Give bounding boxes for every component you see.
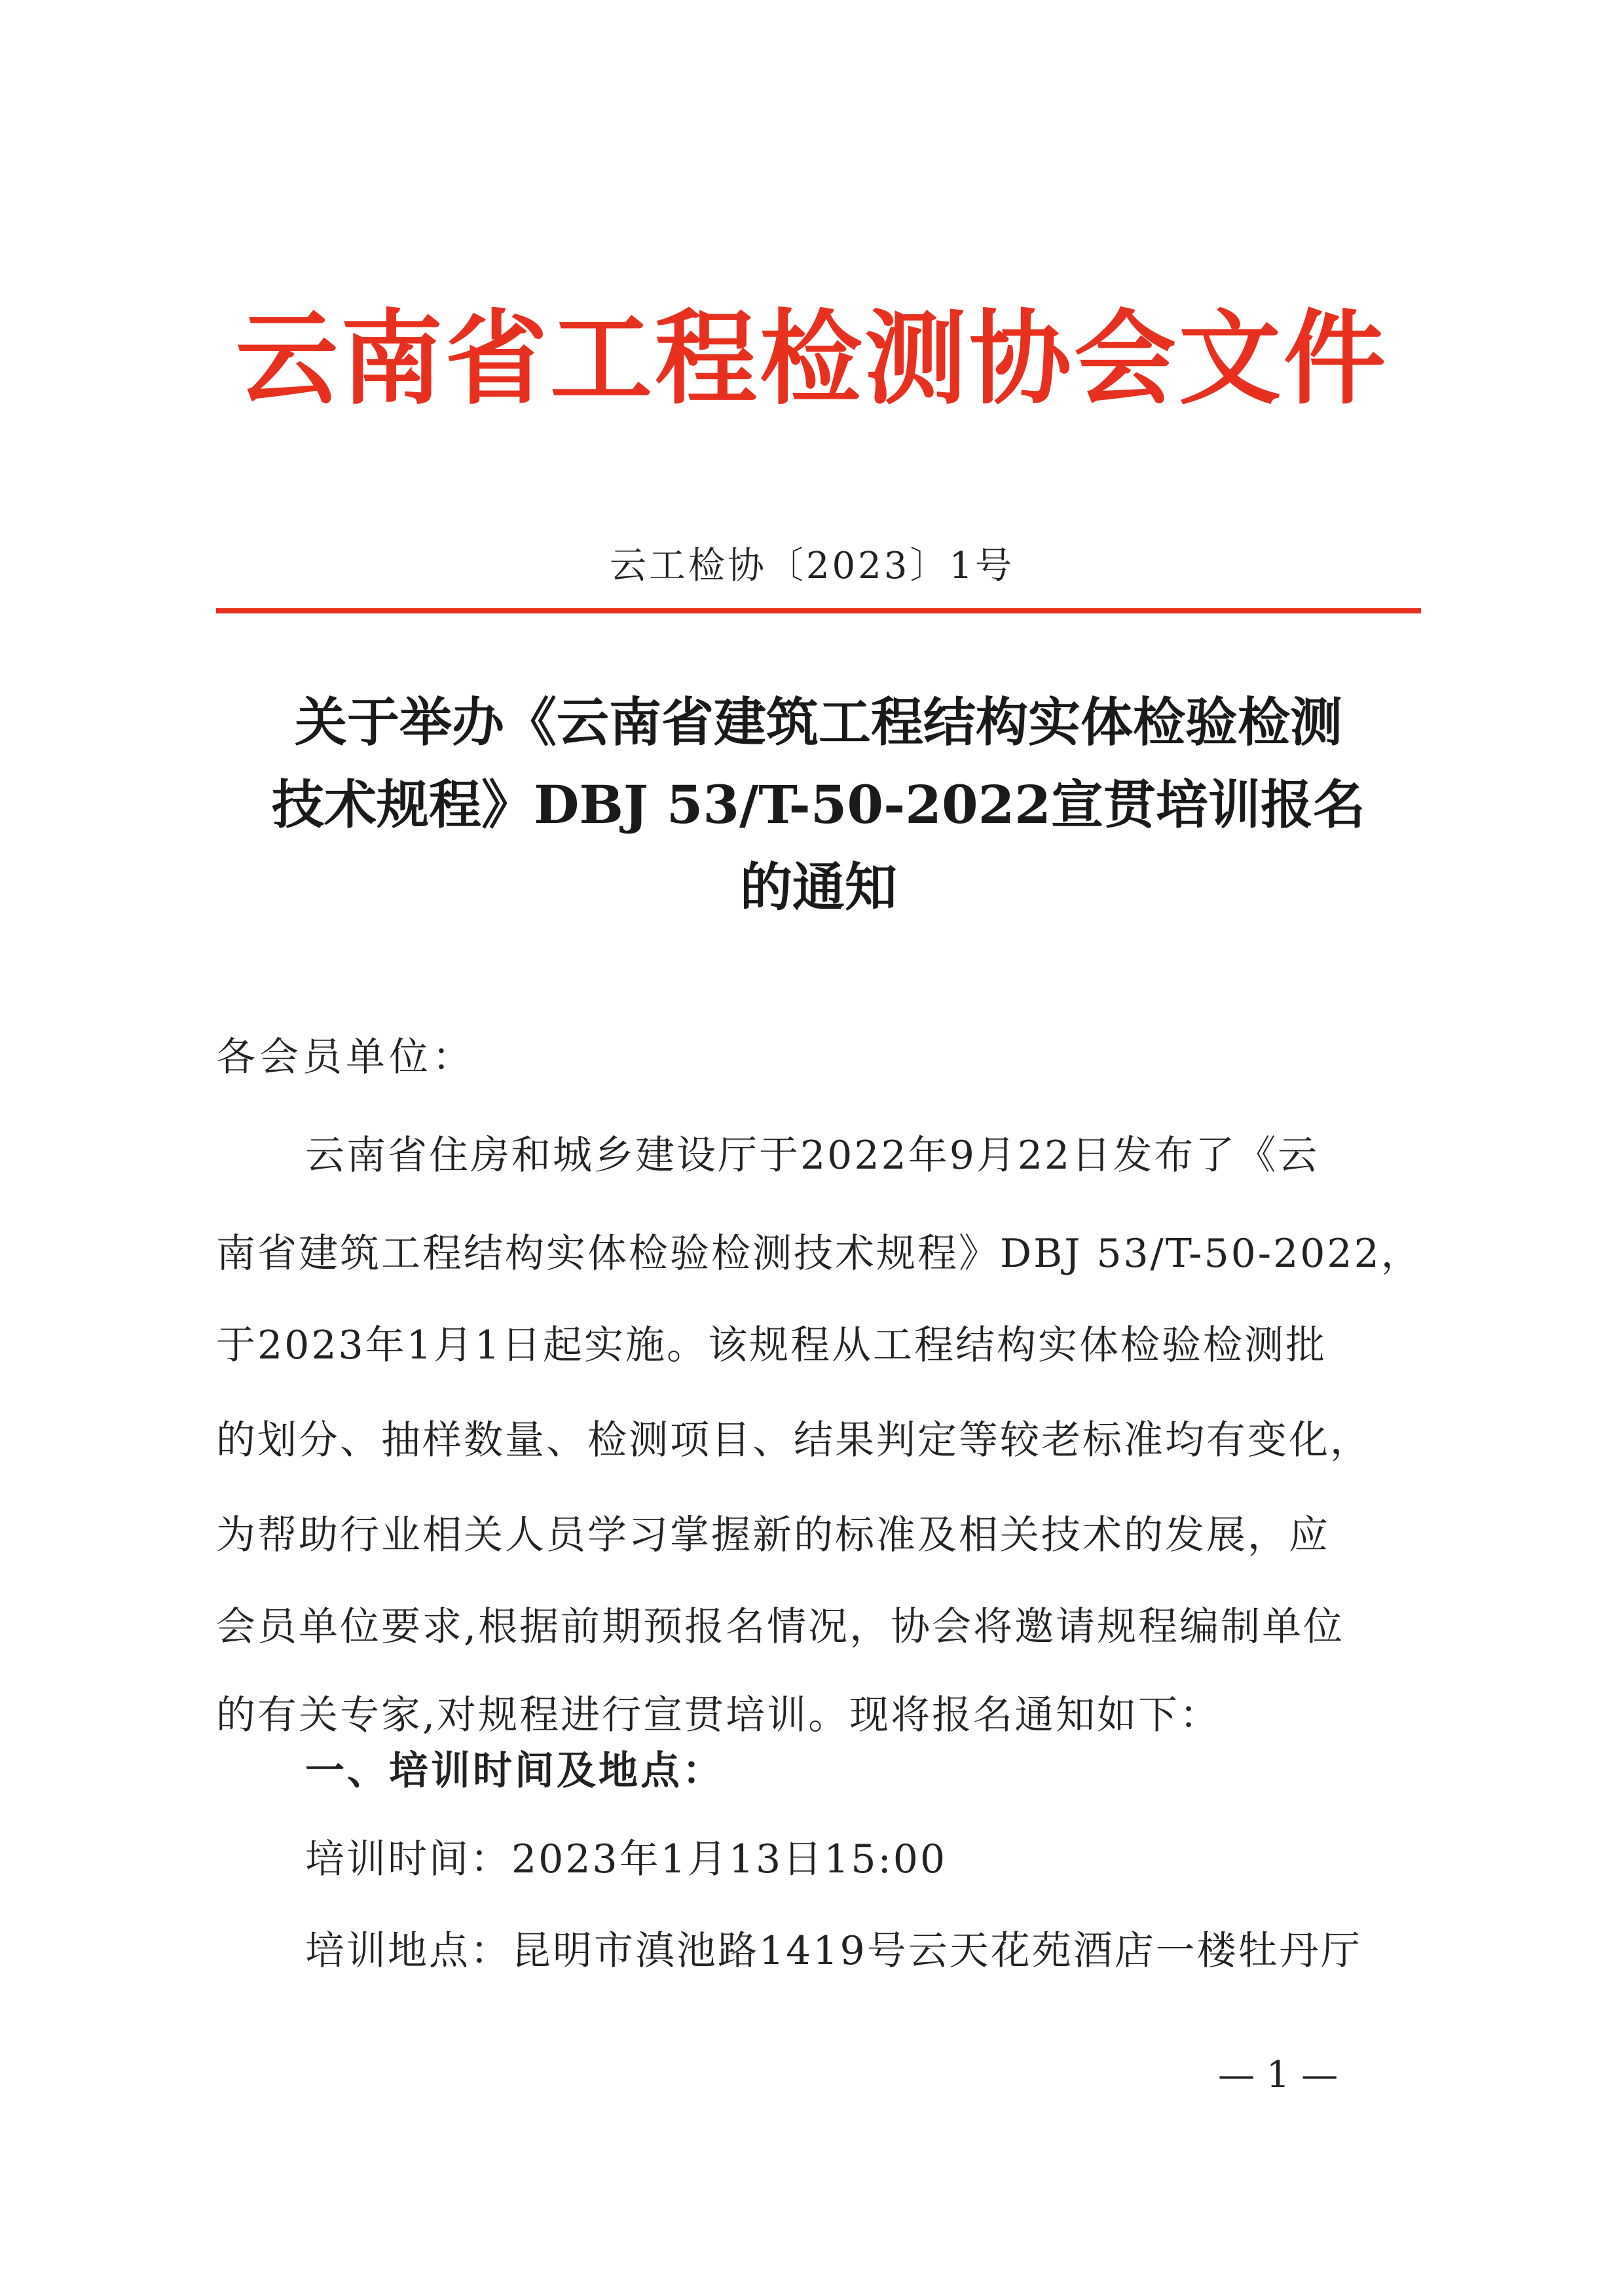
masthead-title: 云南省工程检测协会文件 <box>236 299 1388 418</box>
paragraph-line: 会员单位要求,根据前期预报名情况，协会将邀请规程编制单位 <box>216 1604 1345 1650</box>
title-line: 关于举办《云南省建筑工程结构实体检验检测 <box>295 691 1342 753</box>
training-place: 培训地点：昆明市滇池路1419号云天花苑酒店一楼牡丹厅 <box>305 1928 1362 1974</box>
title-line: 的通知 <box>740 856 897 918</box>
page-number: — 1 — <box>1218 2054 1338 2096</box>
title-line: 技术规程》DBJ 53/T-50-2022宣贯培训报名 <box>272 774 1365 835</box>
paragraph-line: 于2023年1月1日起实施。该规程从工程结构实体检验检测批 <box>216 1322 1327 1368</box>
red-divider-line <box>216 608 1421 613</box>
document-number: 云工检协〔2023〕1号 <box>609 545 1015 587</box>
paragraph-line: 的划分、抽样数量、检测项目、结果判定等较老标准均有变化， <box>216 1417 1371 1463</box>
paragraph-line: 为帮助行业相关人员学习掌握新的标准及相关技术的发展，应 <box>216 1512 1330 1558</box>
section-heading: 一、培训时间及地点： <box>305 1748 724 1794</box>
paragraph-line: 南省建筑工程结构实体检验检测技术规程》DBJ 53/T-50-2022， <box>216 1231 1422 1277</box>
paragraph-line: 云南省住房和城乡建设厅于2022年9月22日发布了《云 <box>305 1133 1320 1178</box>
training-time: 培训时间：2023年1月13日15:00 <box>305 1836 948 1882</box>
notice-title <box>216 681 1421 928</box>
paragraph-line: 的有关专家,对规程进行宣贯培训。现将报名通知如下： <box>216 1692 1221 1738</box>
salutation: 各会员单位： <box>216 1034 475 1080</box>
